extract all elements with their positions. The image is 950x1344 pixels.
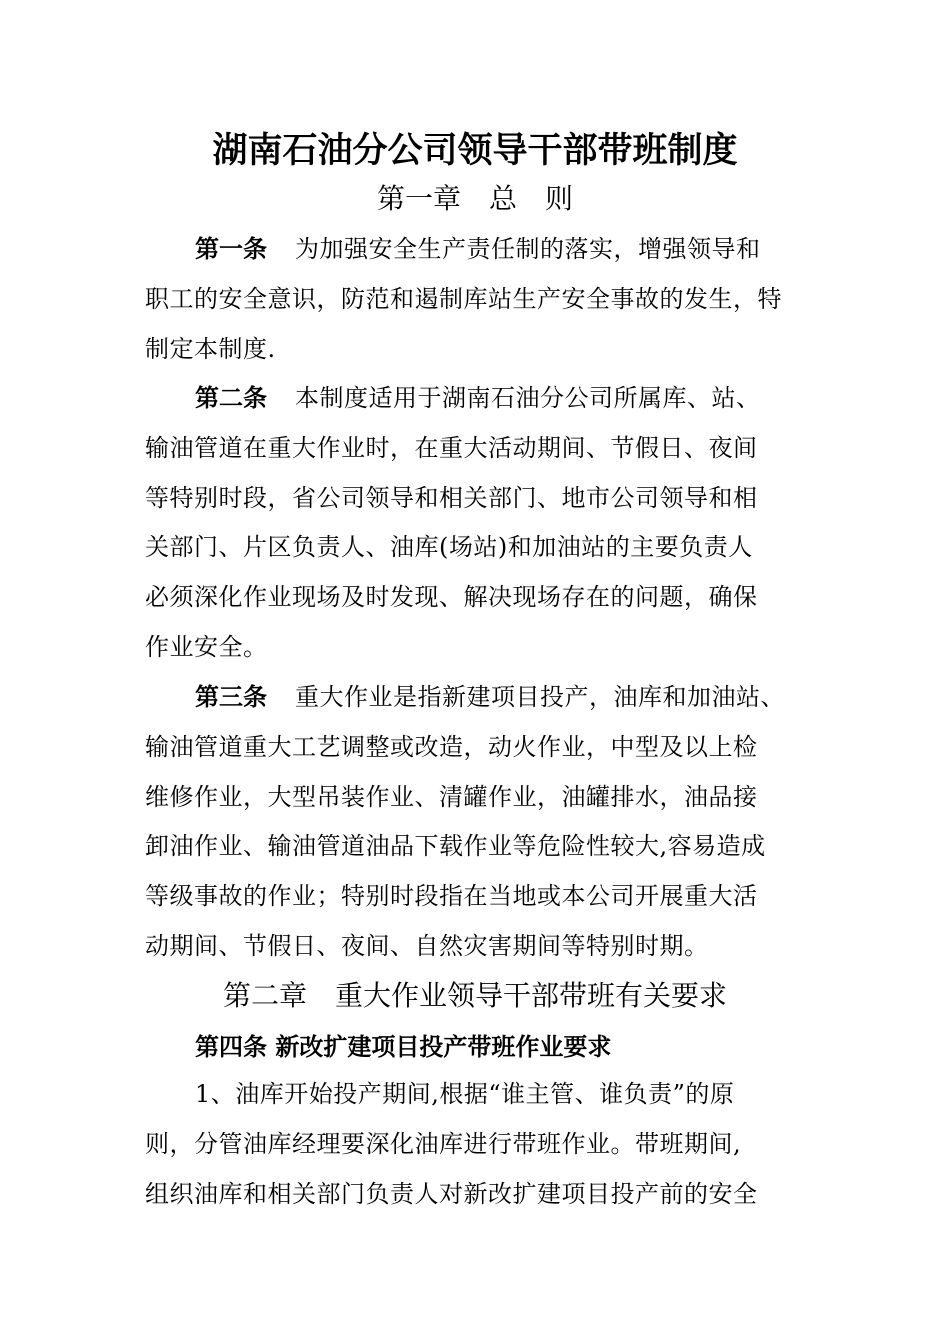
article-3-label: 第三条 [195,683,267,711]
article-2-label: 第二条 [195,384,267,412]
article-3-line: 动期间、节假日、夜间、自然灾害期间等特别时期。 [145,931,709,960]
article-1-line: 制定本制度. [145,334,276,363]
article-1-line: 职工的安全意识，防范和遏制库站生产安全事故的发生，特 [145,284,782,313]
article-1-text: 为加强安全生产责任制的落实，增强领导和 [295,235,761,263]
article-4 [145,1070,825,1219]
article-3-text: 重大作业是指新建项目投产，油库和加油站、 [295,683,785,711]
article-1 [145,225,825,374]
article-3-line: 维修作业，大型吊装作业、清罐作业，油罐排水，油品接 [145,782,758,811]
article-3-line: 等级事故的作业；特别时段指在当地或本公司开展重大活 [145,882,758,911]
article-3-line: 卸油作业、输油管道油品下载作业等危险性较大,容易造成 [145,832,766,861]
chapter-2-label: 第二章 [222,979,307,1012]
article-2 [145,374,825,673]
article-3-line [145,673,825,723]
article-2-line: 输油管道在重大作业时，在重大活动期间、节假日、夜间 [145,433,758,462]
article-1-label: 第一条 [195,235,267,263]
article-2-line [145,374,825,424]
chapter-2-name: 重大作业领导干部带班有关要求 [335,979,728,1012]
article-3 [145,673,825,972]
chapter-2-heading [0,976,950,1016]
article-2-line: 关部门、片区负责人、油库(场站)和加油站的主要负责人 [145,533,753,562]
chapter-1-name-part1: 总 [488,182,517,215]
chapter-1-label: 第一章 [376,182,461,215]
article-1-line [145,225,825,275]
article-4-line: 1、油库开始投产期间,根据“谁主管、谁负责”的原 [195,1080,735,1108]
article-3-line: 输油管道重大工艺调整或改造，动火作业，中型及以上检 [145,732,758,761]
document-title: 湖南石油分公司领导干部带班制度 [212,131,738,171]
chapter-1-name-part2: 则 [545,182,574,215]
chapter-1-heading [0,179,950,219]
article-2-text: 本制度适用于湖南石油分公司所属库、站、 [295,384,761,412]
article-2-line: 作业安全。 [145,632,268,661]
article-2-line: 等特别时段，省公司领导和相关部门、地市公司领导和相 [145,483,758,512]
article-4-line: 组织油库和相关部门负责人对新改扩建项目投产前的安全 [145,1179,758,1208]
article-4-line: 则，分管油库经理要深化油库进行带班作业。带班期间, [145,1129,742,1158]
article-4-heading: 第四条 新改扩建项目投产带班作业要求 [195,1033,612,1061]
article-2-line: 必须深化作业现场及时发现、解决现场存在的问题，确保 [145,583,758,612]
